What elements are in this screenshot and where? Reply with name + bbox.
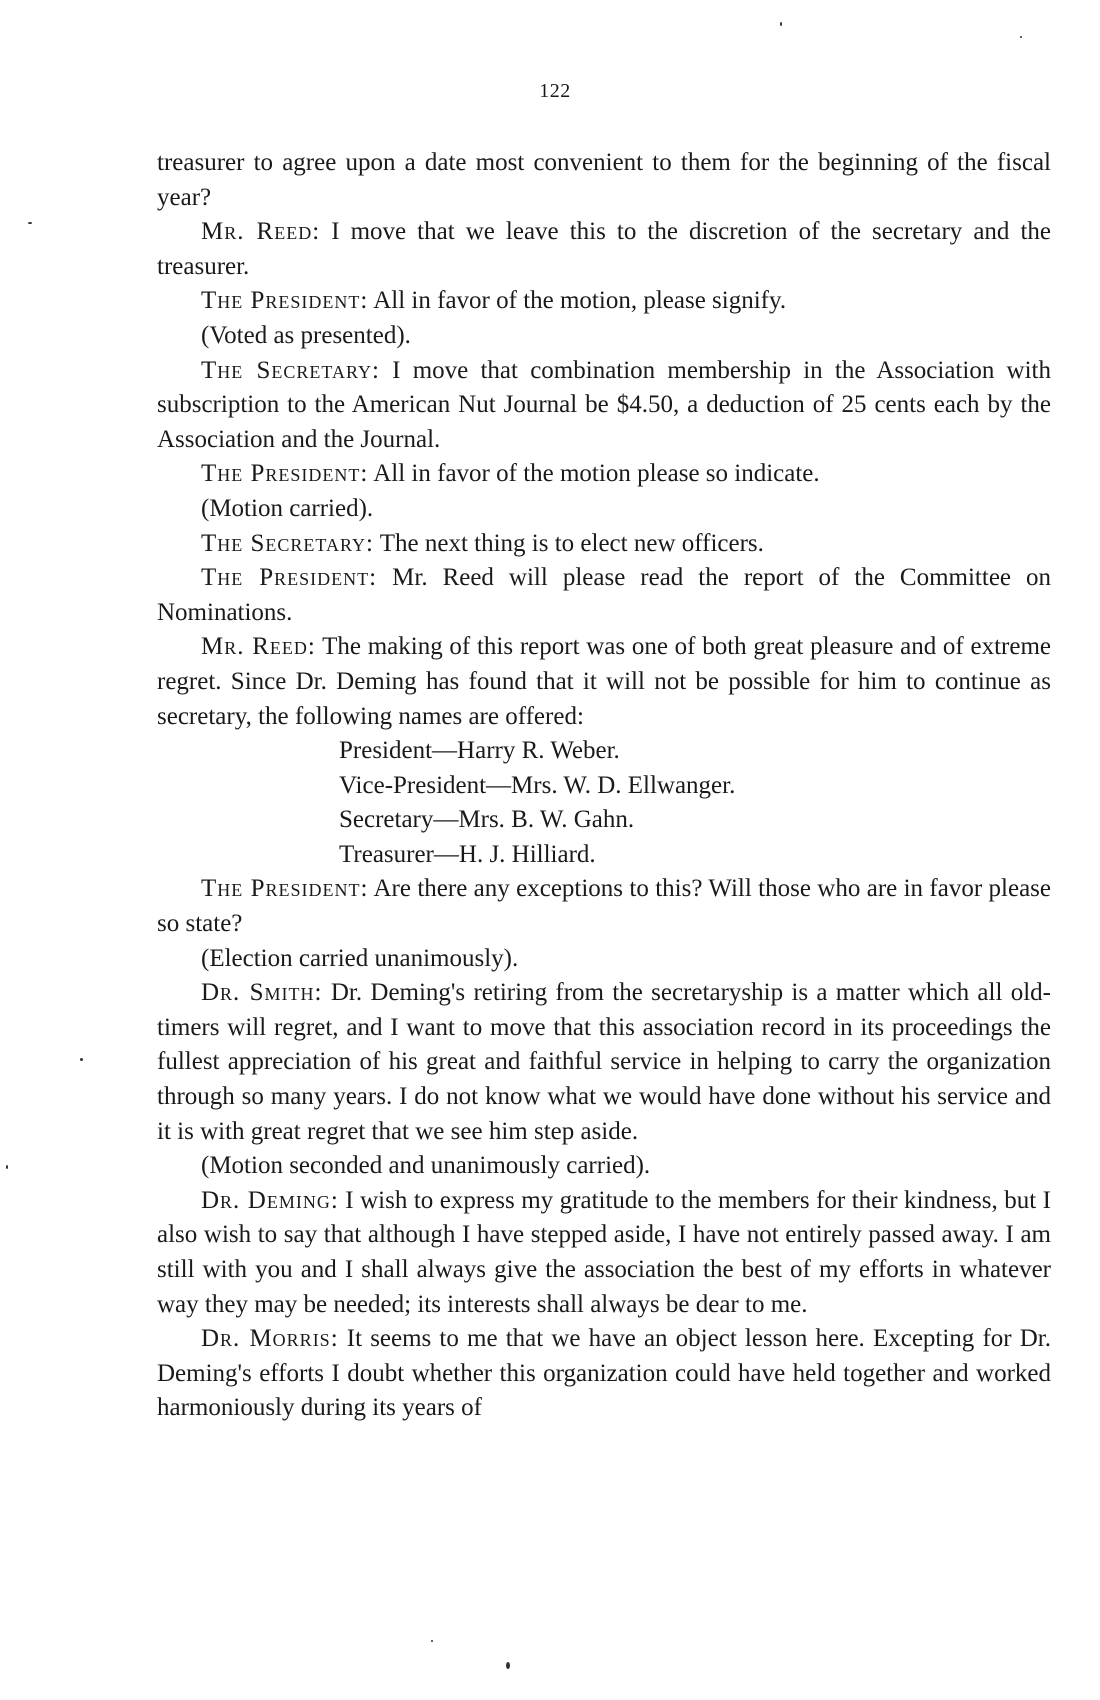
officer-slate: [157, 734, 1051, 872]
scan-speck: [1020, 36, 1022, 38]
paragraph: Dr. Morris: It seems to me that we have an object lesson here. Excepting for Dr. Deming's efforts I doubt whether this organization could have held together and worked harmoniously during its years of: [157, 1325, 1051, 1422]
speaker-label: Mr. Reed:: [201, 218, 321, 246]
speaker-label: The President:: [201, 460, 369, 488]
paragraph: The Secretary: The next thing is to elect new officers.: [201, 529, 764, 557]
speaker-label: The Secretary:: [201, 529, 374, 557]
paragraph: Dr. Smith: Dr. Deming's retiring from the secretaryship is a matter which all old-timers will regret, and I want to move that this association record in its proceedings the fullest appreciation of his great and faithful service in helping to carry the organization through so many years. I do not know what we would have done without his service and it is with great regret that we see him step aside.: [157, 979, 1051, 1145]
speaker-label: The President:: [201, 564, 378, 592]
speaker-label: The President:: [201, 875, 369, 903]
paragraph: (Motion carried).: [201, 494, 374, 522]
officer-line: Vice-President—Mrs. W. D. Ellwanger.: [339, 771, 736, 799]
speaker-label: Dr. Smith:: [201, 979, 323, 1007]
scan-speck: [506, 1662, 510, 1669]
officer-line: Secretary—Mrs. B. W. Gahn.: [339, 806, 635, 834]
speaker-label: The President:: [201, 287, 369, 315]
paragraph: The President: Mr. Reed will please read the report of the Committee on Nominations.: [157, 564, 1052, 626]
scan-speck: [431, 1640, 433, 1642]
paragraph: (Motion seconded and unanimously carried).: [201, 1152, 651, 1180]
paragraph: The President: All in favor of the motion please so indicate.: [201, 460, 820, 488]
paragraph: (Election carried unanimously).: [201, 944, 519, 972]
speaker-label: Mr. Reed:: [201, 633, 316, 661]
scan-speck: [780, 22, 782, 26]
paragraph: (Voted as presented).: [201, 321, 411, 349]
paragraph: Mr. Reed: I move that we leave this to the discretion of the secretary and the treasurer.: [157, 218, 1052, 280]
page-number: 122: [539, 80, 571, 102]
scan-speck: [28, 222, 32, 224]
speaker-label: Dr. Deming:: [201, 1186, 339, 1214]
paragraph: The President: Are there any exceptions to this? Will those who are in favor please so state?: [157, 875, 1052, 938]
scan-speck: [80, 1058, 83, 1061]
officer-line: President—Harry R. Weber.: [339, 737, 620, 765]
speaker-label: Dr. Morris:: [201, 1325, 339, 1353]
paragraph: The President: All in favor of the motion, please signify.: [201, 287, 787, 315]
officer-line: Treasurer—H. J. Hilliard.: [339, 840, 596, 868]
paragraph: treasurer to agree upon a date most convenient to them for the beginning of the fiscal year?: [157, 149, 1051, 211]
paragraph: The Secretary: I move that combination membership in the Association with subscription to the American Nut Journal be $4.50, a deduction of 25 cents each by the Association and the Journal.: [157, 356, 1052, 453]
body-text: [157, 146, 1051, 1426]
paragraph: Mr. Reed: The making of this report was one of both great pleasure and of extreme regret. Since Dr. Deming has found that it will not be possible for him to continue as secretary, the following names are offered:: [157, 633, 1051, 730]
speaker-label: The Secretary:: [201, 356, 380, 384]
scan-speck: [6, 1165, 8, 1169]
paragraph: Dr. Deming: I wish to express my gratitude to the members for their kindness, but I also wish to say that although I have stepped aside, I have not entirely passed away. I am still with you and I shall always give the association the best of my efforts in whatever way they may be needed; its interests shall always be dear to me.: [157, 1186, 1052, 1318]
